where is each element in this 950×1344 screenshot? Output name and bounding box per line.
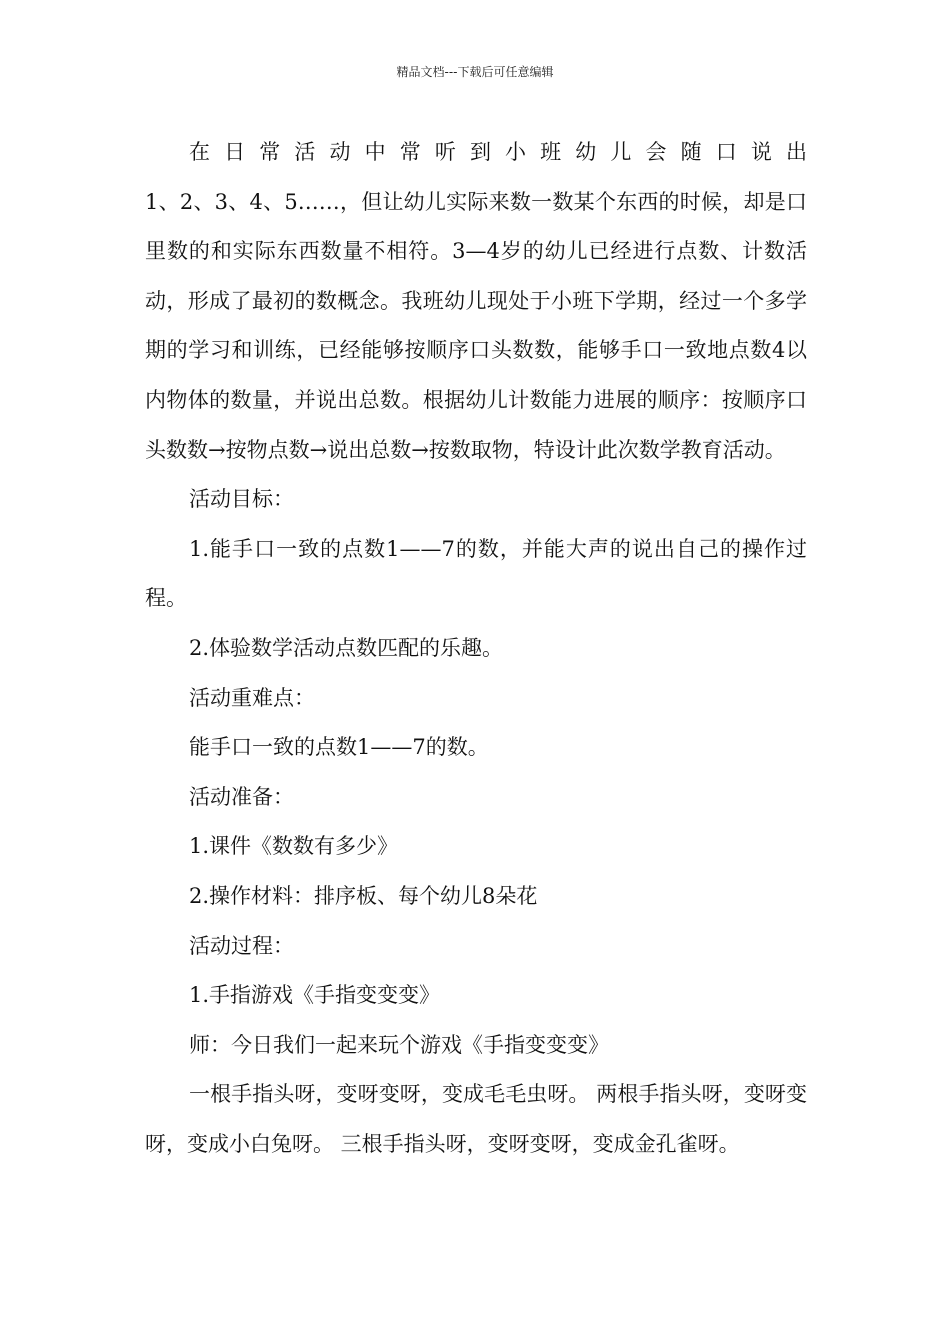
game-rhyme: 一根手指头呀，变呀变呀，变成毛毛虫呀。 两根手指头呀，变呀变呀，变成小白兔呀。 三根手指头呀，变呀变呀，变成金孔雀呀。 [145, 1082, 807, 1156]
preparation-item-2: 2.操作材料：排序板、每个幼儿8朵花 [189, 883, 538, 908]
intro-paragraph-line: 在日常活动中常听到小班幼儿会随口说出 [189, 140, 807, 164]
document-body [145, 128, 807, 1169]
teacher-line: 师：今日我们一起来玩个游戏《手指变变变》 [189, 1032, 609, 1057]
section-heading-goals: 活动目标： [189, 487, 294, 512]
section-heading-process: 活动过程： [189, 933, 294, 958]
preparation-item-1: 1.课件《数数有多少》 [189, 834, 399, 859]
process-step-1: 1.手指游戏《手指变变变》 [189, 983, 441, 1008]
goal-item-1: 1.能手口一致的点数1——7的数，并能大声的说出自己的操作过程。 [145, 536, 807, 611]
section-heading-key-points: 活动重难点： [189, 685, 315, 710]
goal-item-2: 2.体验数学活动点数匹配的乐趣。 [189, 635, 504, 660]
section-heading-preparation: 活动准备： [189, 784, 294, 809]
key-point-text: 能手口一致的点数1——7的数。 [189, 735, 489, 760]
intro-paragraph: 1、2、3、4、5……，但让幼儿实际来数一数某个东西的时候，却是口里数的和实际东西数量不相符。3—4岁的幼儿已经进行点数、计数活动，形成了最初的数概念。我班幼儿现处于小班下学期，经过一个多学期的学习和训练，已经能够按顺序口头数数，能够手口一致地点数4以内物体的数量，并说出总数。根据幼儿计数能力进展的顺序：按顺序口头数数→按物点数→说出总数→按数取物，特设计此次数学教育活动。 [145, 189, 807, 462]
page-header: 精品文档---下载后可任意编辑 [396, 65, 554, 79]
